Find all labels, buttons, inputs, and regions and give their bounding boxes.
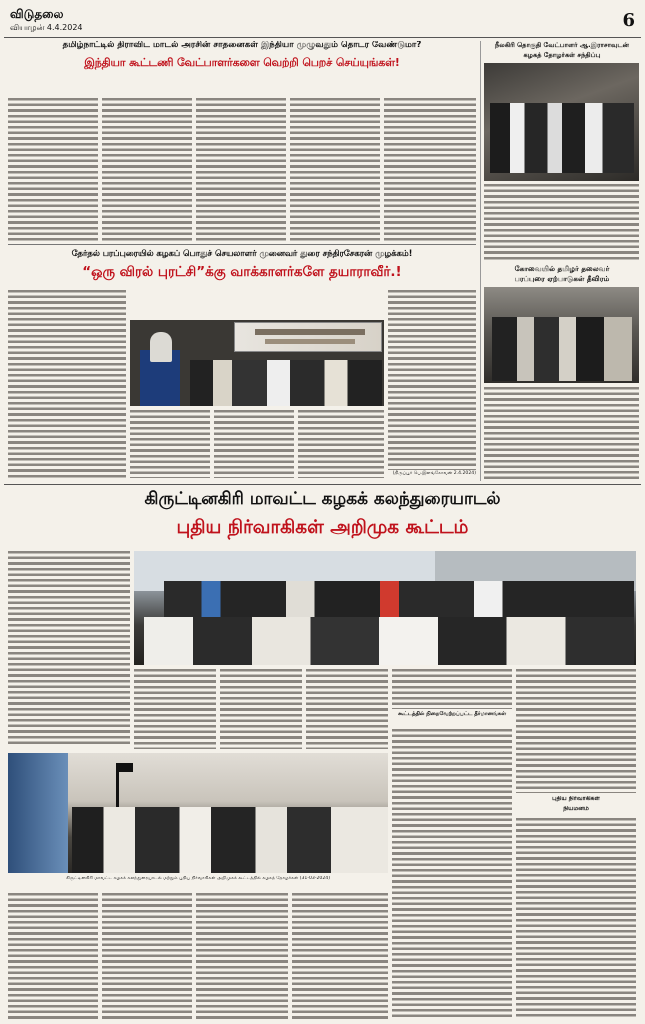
story1-headline-line1: தமிழ்நாட்டில் திராவிட மாடல் அரசின் சாதனைகள் இந்தியா முழுவதும் தொடர வேண்டுமா? xyxy=(62,41,422,50)
story3-body-col2 xyxy=(134,669,216,749)
story2-credit: (திருப்பூர் பெ.இளங்கோவன் 2.4.2024) xyxy=(392,471,476,476)
story3-group-photo xyxy=(134,551,636,665)
people-group xyxy=(490,103,634,173)
text-block xyxy=(290,98,380,241)
sidebar-photo-meeting xyxy=(484,63,639,181)
story3-headline-line2: புதிய நிர்வாகிகள் அறிமுக கூட்டம் xyxy=(176,517,469,538)
speaker xyxy=(150,332,172,362)
doorway xyxy=(8,753,68,873)
flag xyxy=(119,763,133,772)
newspaper-name: விடுதலை xyxy=(10,7,64,21)
sidebar xyxy=(480,41,641,481)
story3-body-col4 xyxy=(306,669,388,749)
sidebar-story-b-head-line1: கோவையில் தமிழர் தலைவர் xyxy=(514,264,610,273)
masthead xyxy=(4,4,641,38)
story3-body-col3 xyxy=(220,669,302,749)
story1-body-col4 xyxy=(290,98,380,241)
issue-date: வியாழன் 4.4.2024 xyxy=(10,23,83,32)
story1-body-col3 xyxy=(196,98,286,241)
story3-body-bottom-col3 xyxy=(196,893,288,1019)
people-back-row xyxy=(164,581,634,621)
story3-body-col5 xyxy=(392,729,512,1019)
story3-subhead-new-officers-1: புதிய நிர்வாகிகள் xyxy=(552,796,600,802)
story3-headline-line1: கிருட்டினகிரி மாவட்ட கழகக் கலந்துரையாடல் xyxy=(144,490,501,509)
story2-body-col4 xyxy=(298,410,384,478)
sidebar-story-b-head-line2: பரப்புரை ஏற்பாடுகள் தீவிரம் xyxy=(514,274,610,283)
banner-text xyxy=(255,329,365,335)
page-number: 6 xyxy=(622,10,635,31)
text-block xyxy=(8,98,98,241)
sidebar-photo-coimbatore xyxy=(484,287,639,383)
story2-kicker: தேர்தல் பரப்புரையில் கழகப் பொதுச் செயலாளர் முனைவர் துரை சந்திரசேகரன் முழக்கம்! xyxy=(71,249,413,258)
sidebar-story-a-body xyxy=(484,184,639,260)
story2-stage-photo xyxy=(130,320,384,406)
story2-body-col3 xyxy=(214,410,294,478)
story2-body-col5 xyxy=(388,290,476,470)
story1-body-col5 xyxy=(384,98,476,241)
banner-text xyxy=(265,339,355,344)
people-group xyxy=(492,317,632,381)
text-block xyxy=(384,98,476,241)
text-block xyxy=(102,98,192,241)
story1-body-col2 xyxy=(102,98,192,241)
audience-row xyxy=(190,360,382,406)
sidebar-story-a-head-line2: கழகத் தோழர்கள் சந்திப்பு xyxy=(523,51,601,59)
sidebar-story-b-body xyxy=(484,387,639,479)
story1-headline-line2: இந்தியா கூட்டணி வேட்பாளர்களை வெற்றி பெறச் செய்யுங்கள்! xyxy=(84,57,400,69)
section-divider xyxy=(4,484,641,485)
people-group xyxy=(72,807,388,873)
story3-body-col6-top xyxy=(516,669,636,793)
story3-subhead-new-officers-2: நியமனம் xyxy=(563,806,589,812)
story3-second-photo xyxy=(8,753,388,873)
story2-body-col1 xyxy=(8,290,126,478)
story2-headline: “ஒரு விரல் புரட்சி”க்கு வாக்காளர்களே தயாராவீர்.! xyxy=(82,265,402,280)
story1-body-col1 xyxy=(8,98,98,241)
people-front-row xyxy=(144,617,634,665)
stage-banner xyxy=(234,322,382,352)
story3-body-bottom-col4 xyxy=(292,893,388,1019)
story3-body-bottom-col2 xyxy=(102,893,192,1019)
story3-body-bottom-col1 xyxy=(8,893,98,1019)
story3-body-col1 xyxy=(8,551,130,747)
story3-body-col5-top xyxy=(392,669,512,709)
story3-body-col6 xyxy=(516,818,636,1019)
sidebar-story-a-head-line1: நீலகிரி தொகுதி வேட்பாளர் ஆ.இராசாவுடன் xyxy=(495,41,629,49)
section-divider xyxy=(8,244,476,245)
story3-subhead-resolutions: கூட்டத்தில் நிறைவேற்றப்பட்ட தீர்மானங்கள் xyxy=(397,711,507,717)
story2-body-col2 xyxy=(130,410,210,478)
story3-photo-caption: கிருட்டினகிரி மாவட்ட கழகக் கலந்துரையாடல் மற்றும் புதிய நிர்வாகிகள் அறிமுகக் கூட்டத்தில் கழகத் தோழர்கள் (31-03-2024) xyxy=(66,876,330,881)
text-block xyxy=(196,98,286,241)
